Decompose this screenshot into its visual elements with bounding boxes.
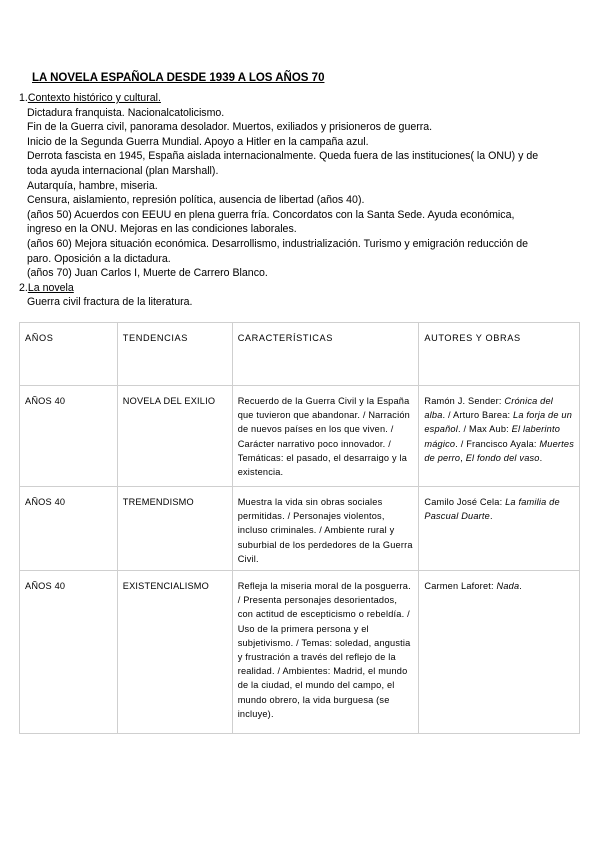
work-title: Crónica del alba	[424, 396, 554, 421]
author-text: .	[519, 581, 523, 592]
features-cell: Muestra la vida sin obras sociales permitidas. / Personajes violentos, incluso criminales. / Ambiente rural y suburbial de los perdedores de la Guerra Civil.	[232, 487, 419, 571]
years-cell: AÑOS 40	[20, 571, 118, 734]
table-header-cell: AUTORES Y OBRAS	[419, 323, 580, 386]
section-2-content	[19, 295, 579, 310]
author-text: . / Max Aub:	[457, 424, 512, 435]
text-line: Derrota fascista en 1945, España aislada internacionalmente. Queda fuera de las instituciones( la ONU) y de	[27, 150, 539, 163]
features-cell: Recuerdo de la Guerra Civil y la España que tuvieron que abandonar. / Narración de nuevos países en los que viven. / Carácter narrativo poco innovador. / Temáticas: el pasado, el desarraigo y la existencia.	[232, 386, 419, 487]
text-line: Dictadura franquista. Nacionalcatolicismo.	[27, 106, 225, 119]
author-text: Carmen Laforet:	[424, 581, 497, 592]
years-cell: AÑOS 40	[20, 487, 118, 571]
table-header-cell: AÑOS	[20, 323, 118, 386]
table-row	[20, 487, 580, 571]
authors-cell	[419, 571, 580, 734]
work-title: La familia de Pascual Duarte	[424, 497, 560, 522]
author-text: .	[490, 511, 493, 522]
author-text: . / Francisco Ayala:	[455, 438, 540, 449]
work-title: El fondo del vaso	[465, 452, 540, 463]
author-text: . / Arturo Barea:	[442, 410, 514, 421]
table-row	[20, 386, 580, 487]
document-body	[19, 91, 579, 310]
text-line: (años 70) Juan Carlos I, Muerte de Carrero Blanco.	[27, 267, 268, 280]
novel-table	[19, 322, 580, 734]
features-cell: Refleja la miseria moral de la posguerra. / Presenta personajes desorientados, con actitud de escepticismo o rebeldía. / Uso de la primera persona y el subjetivismo. / Temas: soledad, angustia y frustración a través del reflejo de la realidad. / Ambientes: Madrid, el mundo de la ciudad, el mundo del campo, el mundo obrero, la vida burguesa (se incluye).	[232, 571, 419, 734]
table-row	[20, 571, 580, 734]
section-1-heading: Contexto histórico y cultural.	[27, 92, 161, 104]
section-2-heading: La novela	[27, 281, 74, 294]
text-line: Censura, aislamiento, represión política, ausencia de libertad (años 40).	[27, 194, 365, 207]
authors-cell	[419, 386, 580, 487]
text-line: Inicio de la Segunda Guerra Mundial. Apoyo a Hitler en la campaña azul.	[27, 135, 369, 148]
table-header-cell: TENDENCIAS	[117, 323, 232, 386]
section-1-number: 1.	[19, 92, 28, 104]
years-cell: AÑOS 40	[20, 386, 118, 487]
text-line: (años 60) Mejora situación económica. Desarrollismo, industrialización. Turismo y emigración reducción de	[27, 237, 529, 250]
text-line: Autarquía, hambre, miseria.	[27, 179, 158, 192]
work-title: La forja de un español	[424, 410, 573, 435]
trend-cell: EXISTENCIALISMO	[117, 571, 232, 734]
text-line: paro. Oposición a la dictadura.	[27, 252, 171, 265]
table-header-row	[20, 323, 580, 386]
work-title: El laberinto mágico	[424, 424, 561, 449]
work-title: Nada	[496, 581, 520, 592]
section-2-number: 2.	[19, 281, 28, 294]
author-text: Camilo José Cela:	[424, 497, 506, 507]
author-text: Ramón J. Sender:	[424, 396, 505, 406]
text-line: toda ayuda internacional (plan Marshall).	[27, 164, 219, 177]
section-1-header	[19, 91, 579, 106]
section-2-header	[19, 281, 579, 296]
text-line: (años 50) Acuerdos con EEUU en plena guerra fría. Concordatos con la Santa Sede. Ayuda económica,	[27, 208, 515, 221]
table-header-cell: CARACTERÍSTICAS	[232, 323, 419, 386]
text-line: ingreso en la ONU. Mejoras en las condiciones laborales.	[27, 223, 297, 236]
work-title: Muertes de perro	[424, 438, 574, 463]
text-line: Guerra civil fractura de la literatura.	[27, 296, 193, 309]
trend-cell: NOVELA DEL EXILIO	[117, 386, 232, 487]
text-line: Fin de la Guerra civil, panorama desolador. Muertos, exiliados y prisioneros de guerra.	[27, 121, 433, 134]
trend-cell: TREMENDISMO	[117, 487, 232, 571]
document-title: LA NOVELA ESPAÑOLA DESDE 1939 A LOS AÑOS 70	[32, 72, 325, 84]
section-1-content	[19, 106, 579, 281]
author-text: .	[539, 452, 543, 463]
authors-cell	[419, 487, 580, 571]
author-text: ,	[460, 452, 466, 463]
